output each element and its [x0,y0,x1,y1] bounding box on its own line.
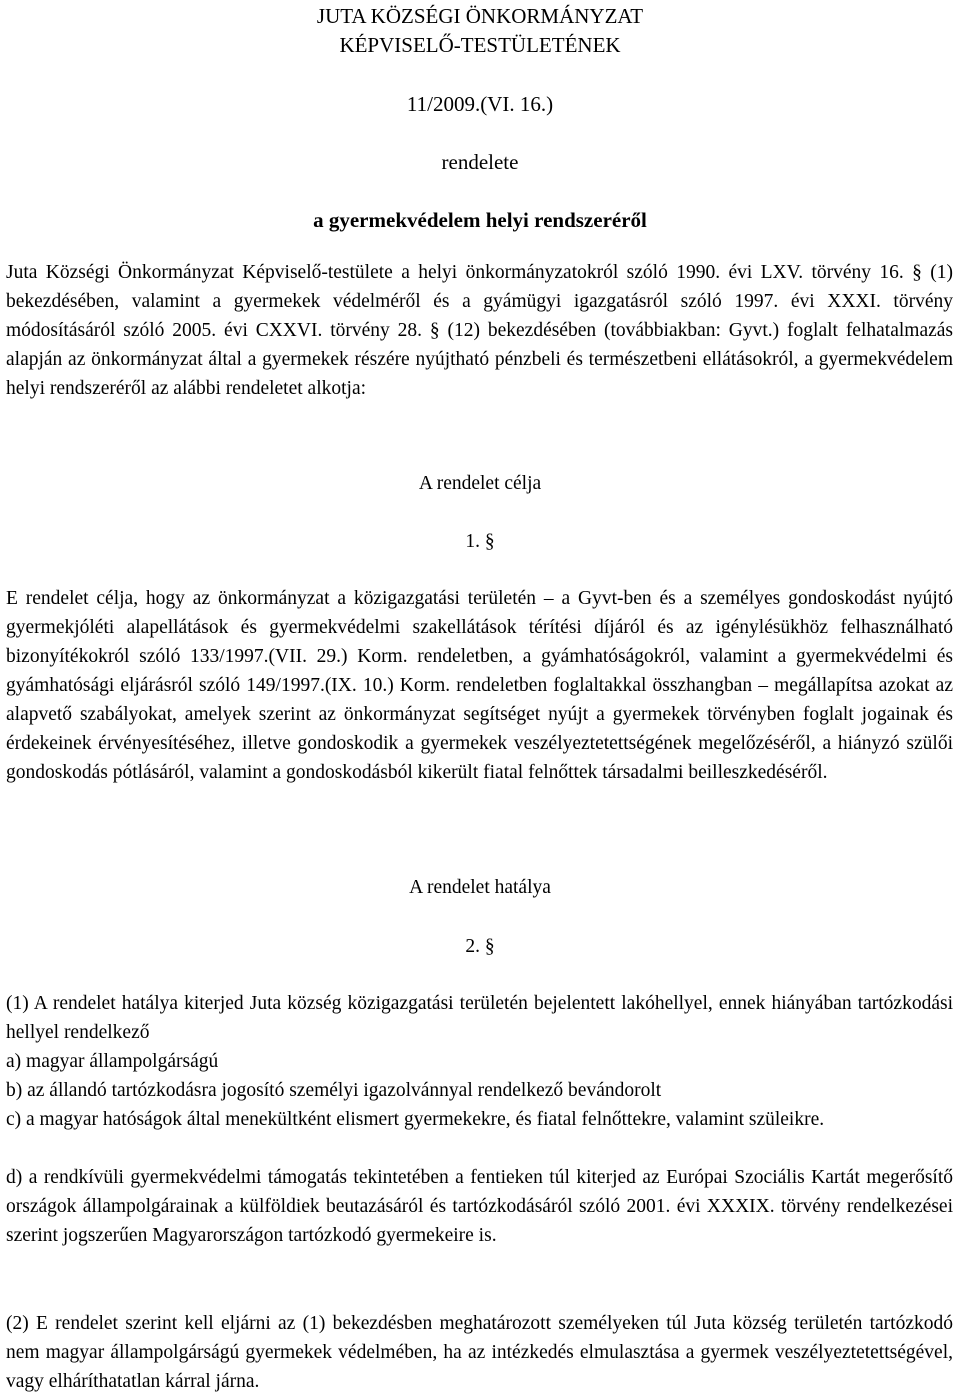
issuer-line-2: KÉPVISELŐ-TESTÜLETÉNEK [339,33,621,57]
decree-type: rendelete [441,150,519,174]
preamble: Juta Községi Önkormányzat Képviselő-testülete a helyi önkormányzatokról szóló 1990. évi LXV. törvény 16. § (1) bekezdésében, valamint a gyermekek védelméről és a gyámügyi igazgatásról szóló 1997. évi XXXI. törvény módosításáról szóló 2005. évi CXXVI. törvény 28. § (12) bekezdésében (továbbiakban: Gyvt.) foglalt felhatalmazás alapján az önkormányzat által a gyermekek részére nyújtható pénzbeli és természetbeni ellátásokról, a gyermekvédelem helyi rendszeréről az alábbi rendeletet alkotja: [6,262,953,399]
section-1-title: A rendelet célja [418,473,542,494]
section-1-text: E rendelet célja, hogy az önkormányzat a közigazgatási területén – a Gyvt-ben és a személyes gondoskodást nyújtó gyermekjóléti alapellátások és gyermekvédelmi szakellátások térítési díjáról és az igénylésükhöz felhasználható bizonyítékokról szóló 133/1997.(VII. 29.) Korm. rendeletben, a gyámhatóságokról, valamint a gyermekvédelmi és gyámhatósági eljárásról szóló 149/1997.(IX. 10.) Korm. rendeletben foglaltakkal összhangban – megállapítsa azokat az alapvető szabályokat, amelyek szerint az önkormányzat segítséget nyújt a gyermekek törvényben foglalt jogainak és érdekeinek érvényesítéséhez, illetve gondoskodik a gyermekek veszélyeztetettségének megelőzéséről, a hiányzó szülői gondoskodás pótlásáról, valamint a gondoskodásból kikerült fiatal felnőttek társadalmi beilleszkedéséről. [6,588,953,783]
decree-subject: a gyermekvédelem helyi rendszeréről [313,208,647,232]
decree-number: 11/2009.(VI. 16.) [406,92,554,116]
section-2-para-1-intro: (1) A rendelet hatálya kiterjed Juta község közigazgatási területén bejelentett lakóhellyel, ennek hiányában tartózkodási hellyel rendelkező [6,993,953,1043]
section-2-item-d: d) a rendkívüli gyermekvédelmi támogatás tekintetében a fentieken túl kiterjed az Európai Szociális Kartát megerősítő országok állampolgárainak a külföldiek beutazásáról és tartózkodásáról szóló 2001. évi XXXIX. törvény rendelkezései szerint jogszerűen Magyarországon tartózkodó gyermekeire is. [6,1167,953,1246]
section-2-item-a: a) magyar állampolgárságú [6,1051,219,1072]
section-2-item-b: b) az állandó tartózkodásra jogosító személyi igazolvánnyal rendelkező bevándorolt [6,1080,662,1101]
issuer-line-1: JUTA KÖZSÉGI ÖNKORMÁNYZAT [316,4,644,28]
section-2-title: A rendelet hatálya [409,877,551,898]
section-2-para-2: (2) E rendelet szerint kell eljárni az (1) bekezdésben meghatározott személyeken túl Juta község területén tartózkodó nem magyar állampolgárságú gyermekek védelmében, ha az intézkedés elmulasztása a gyermek veszélyeztetettségével, vagy elháríthatatlan kárral járna. [6,1313,953,1392]
section-2-number: 2. § [465,936,495,957]
section-1-number: 1. § [465,531,495,552]
section-2-item-c: c) a magyar hatóságok által menekültként elismert gyermekekre, és fiatal felnőttekre, valamint szüleikre. [6,1109,825,1130]
